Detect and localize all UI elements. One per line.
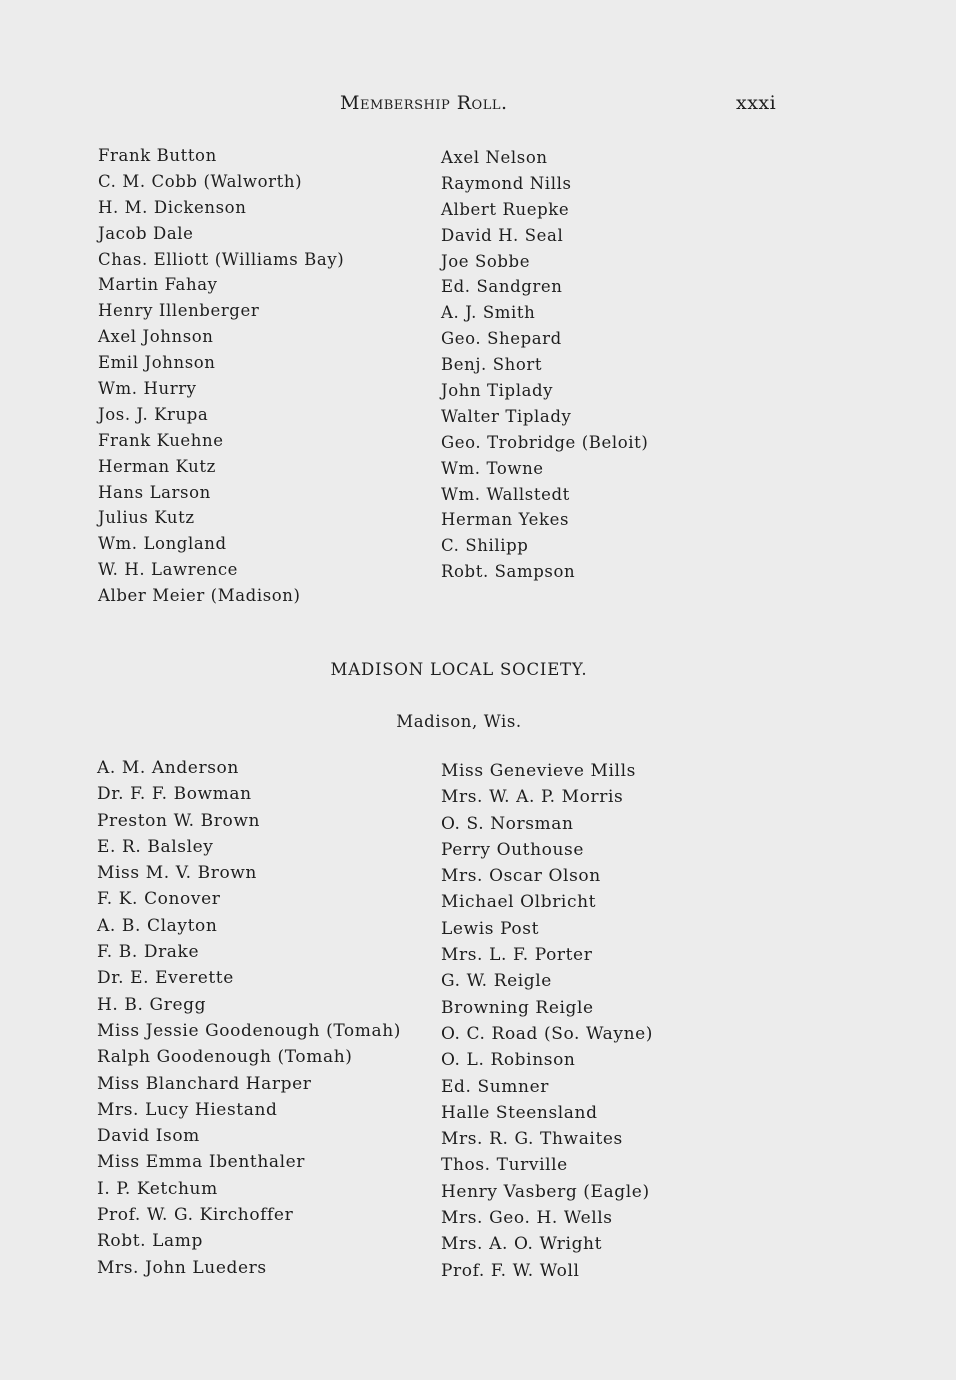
roll-right-column	[441, 145, 648, 585]
member-name: Mrs. John Lueders	[97, 1257, 267, 1278]
member-name: Albert Ruepke	[441, 199, 570, 219]
member-name: G. W. Reigle	[441, 971, 552, 992]
member-name: Wm. Wallstedt	[441, 484, 570, 504]
page-number: xxxi	[736, 92, 777, 114]
section-heading: MADISON LOCAL SOCIETY.	[330, 660, 588, 679]
member-name: Robt. Sampson	[441, 562, 576, 582]
roll-left-column	[98, 143, 344, 609]
section-location: Madison, Wis.	[396, 712, 522, 731]
member-name: Ed. Sumner	[441, 1076, 549, 1097]
member-name: Mrs. L. F. Porter	[441, 945, 593, 966]
member-name: Dr. E. Everette	[97, 968, 234, 989]
member-name: Mrs. Oscar Olson	[441, 866, 601, 887]
member-name: W. H. Lawrence	[98, 560, 239, 580]
member-name: C. M. Cobb (Walworth)	[98, 171, 303, 191]
member-name: Wm. Towne	[441, 458, 544, 478]
member-name: Miss Genevieve Mills	[441, 761, 636, 781]
member-name: Axel Nelson	[441, 148, 548, 167]
member-name: Dr. F. F. Bowman	[97, 784, 252, 805]
member-name: Robt. Lamp	[97, 1231, 203, 1252]
member-name: Ralph Goodenough (Tomah)	[97, 1047, 353, 1068]
member-name: Mrs. Lucy Hiestand	[97, 1099, 278, 1120]
member-name: Herman Kutz	[98, 456, 216, 476]
member-name: A. B. Clayton	[97, 915, 218, 936]
member-name: O. C. Road (So. Wayne)	[441, 1023, 654, 1044]
member-name: Mrs. W. A. P. Morris	[441, 787, 624, 808]
member-name: Ed. Sandgren	[441, 277, 563, 297]
running-header	[0, 92, 956, 118]
madison-right-column	[441, 758, 653, 1284]
member-name: Geo. Trobridge (Beloit)	[441, 432, 649, 452]
member-name: Wm. Longland	[98, 534, 227, 554]
member-name: H. M. Dickenson	[98, 197, 247, 217]
member-name: Alber Meier (Madison)	[98, 586, 301, 606]
member-name: Frank Kuehne	[98, 430, 224, 450]
member-name: Geo. Shepard	[441, 329, 562, 349]
member-name: E. R. Balsley	[97, 836, 214, 857]
member-name: Wm. Hurry	[98, 379, 197, 399]
member-name: C. Shilipp	[441, 536, 529, 556]
member-name: F. K. Conover	[97, 889, 221, 910]
page-title: Membership Roll.	[340, 92, 508, 114]
member-name: Herman Yekes	[441, 510, 570, 530]
member-name: David H. Seal	[441, 225, 564, 245]
member-name: Henry Illenberger	[98, 301, 260, 321]
member-name: Hans Larson	[98, 482, 211, 502]
member-name: Lewis Post	[441, 918, 540, 939]
member-name: Mrs. A. O. Wright	[441, 1234, 603, 1255]
member-name: Miss Emma Ibenthaler	[97, 1152, 306, 1173]
member-name: Browning Reigle	[441, 997, 594, 1018]
member-name: A. J. Smith	[441, 303, 536, 323]
member-name: Perry Outhouse	[441, 839, 585, 860]
member-name: Miss M. V. Brown	[97, 863, 257, 884]
member-name: F. B. Drake	[97, 942, 200, 963]
member-name: H. B. Gregg	[97, 994, 207, 1015]
member-name: David Isom	[97, 1126, 200, 1147]
member-name: Emil Johnson	[98, 353, 216, 373]
member-name: Raymond Nills	[441, 173, 572, 193]
member-name: Frank Button	[98, 146, 217, 165]
member-name: I. P. Ketchum	[97, 1178, 218, 1199]
member-name: O. L. Robinson	[441, 1050, 576, 1071]
member-name: Preston W. Brown	[97, 810, 261, 831]
member-name: Walter Tiplady	[441, 406, 572, 426]
member-name: Axel Johnson	[98, 327, 214, 347]
member-name: Miss Jessie Goodenough (Tomah)	[97, 1020, 402, 1041]
member-name: Henry Vasberg (Eagle)	[441, 1181, 650, 1202]
member-name: Halle Steensland	[441, 1102, 598, 1123]
member-name: Benj. Short	[441, 355, 543, 375]
member-name: Chas. Elliott (Williams Bay)	[98, 249, 345, 269]
member-name: Prof. W. G. Kirchoffer	[97, 1205, 294, 1226]
member-name: Thos. Turville	[441, 1155, 568, 1176]
member-name: John Tiplady	[441, 381, 554, 401]
member-name: O. S. Norsman	[441, 813, 574, 834]
member-name: Michael Olbricht	[441, 892, 597, 913]
member-name: Martin Fahay	[98, 275, 218, 295]
member-name: Joe Sobbe	[441, 251, 531, 271]
member-name: A. M. Anderson	[97, 758, 239, 778]
member-name: Mrs. Geo. H. Wells	[441, 1208, 613, 1229]
member-name: Julius Kutz	[98, 508, 195, 528]
madison-left-column	[97, 755, 401, 1281]
member-name: Prof. F. W. Woll	[441, 1260, 580, 1281]
member-name: Jos. J. Krupa	[98, 404, 209, 424]
member-name: Mrs. R. G. Thwaites	[441, 1129, 623, 1150]
member-name: Jacob Dale	[98, 223, 194, 243]
member-name: Miss Blanchard Harper	[97, 1073, 312, 1094]
